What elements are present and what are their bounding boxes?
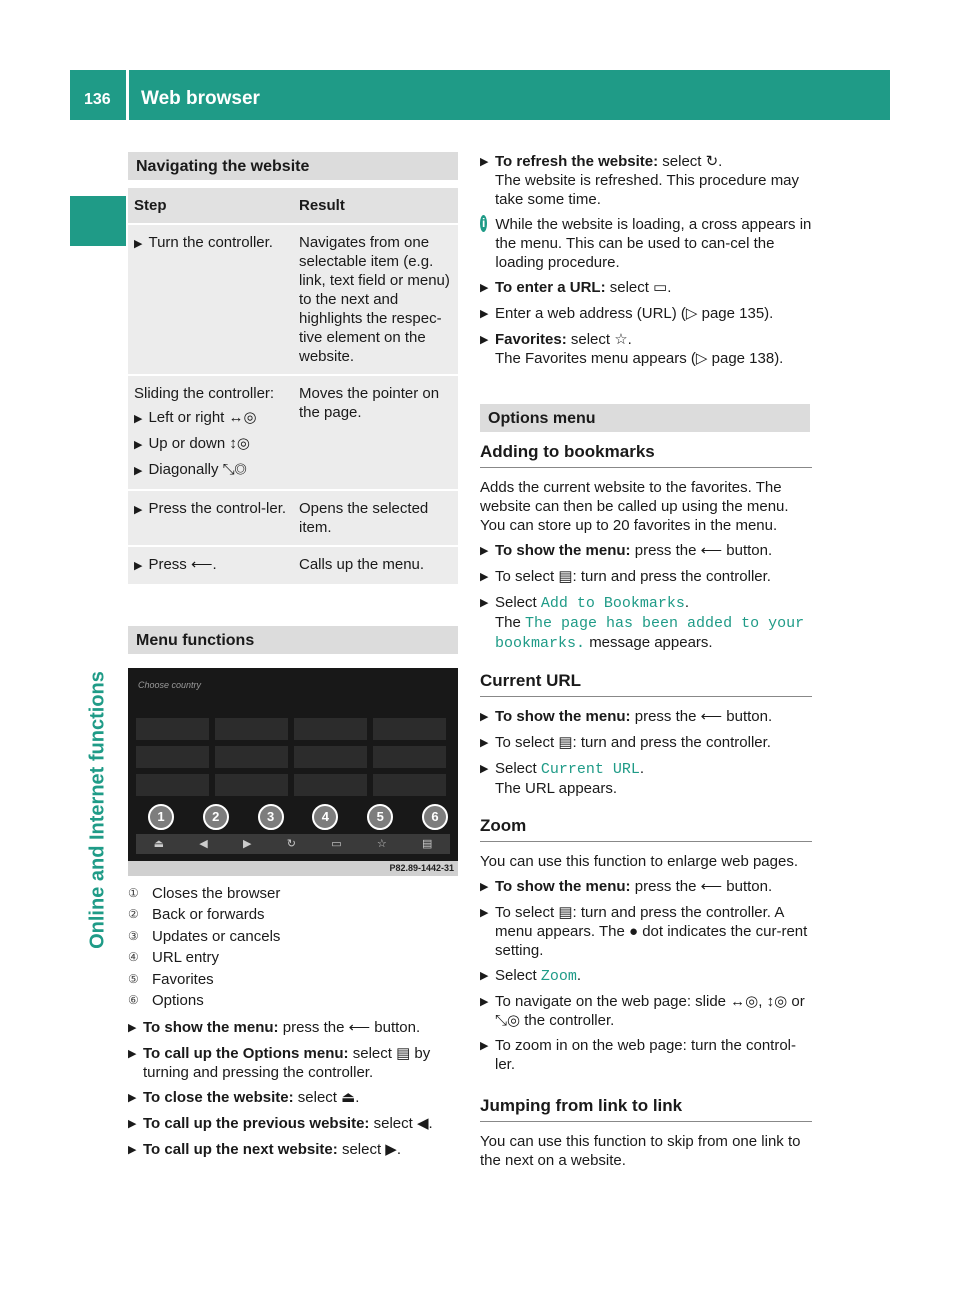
table-row [128,375,458,490]
list-item [128,948,458,969]
table-cell-step [128,546,293,585]
instruction [128,1114,458,1134]
table-row [128,224,458,375]
screen-cell [373,746,446,768]
step-text: Left or right ↔◎ [148,409,257,426]
back-icon: ◀ [199,837,208,850]
options-icon: ▤ [421,837,433,850]
instruction [480,759,812,798]
callout-3: 3 [258,804,284,830]
instruction-bold: To show the menu: [495,542,631,559]
navigation-table [128,188,458,586]
arrow-icon: ▶ [480,334,489,346]
legend-number: ④ [128,950,139,965]
instruction-bold: To refresh the website: [495,153,659,170]
table-cell-step [128,490,293,546]
legend-list [128,884,458,1012]
arrow-icon: ▶ [134,439,143,451]
arrow-icon: ▶ [480,282,489,294]
paragraph: You can use this function to skip from one link to the next on a website. [480,1133,801,1169]
instruction-text: Select [495,967,537,984]
sub-step [134,408,287,429]
instruction [128,1044,458,1082]
instruction-text: . [576,967,582,984]
callout-6: 6 [422,804,448,830]
instruction [480,330,812,368]
list-item [128,884,458,905]
arrow-icon: ▶ [480,970,489,982]
page-number: 136 [84,91,111,108]
arrow-icon: ▶ [480,737,489,749]
legend-number: ② [128,907,139,922]
step-text: Turn the controller. [148,234,273,251]
legend-text: Closes the browser [152,885,281,902]
screen-cell [215,718,288,740]
instruction [480,304,812,324]
callout-2: 2 [203,804,229,830]
arrow-icon: ▶ [480,597,489,609]
instruction-text: select ▭. [609,279,672,296]
screen-cell [136,746,209,768]
header-divider [126,70,129,120]
instruction-text: Select [495,594,537,611]
instruction-bold: To show the menu: [495,878,631,895]
legend-number: ① [128,886,139,900]
instruction [480,278,812,298]
section-heading-navigating: Navigating the website [128,152,458,180]
instruction [480,593,812,653]
arrow-icon: ▶ [480,308,489,320]
list-item [128,991,458,1012]
screen-cell [215,774,288,796]
legend-text: Options [152,991,204,1009]
arrow-icon: ▶ [128,1022,137,1035]
screen-cell [294,718,367,740]
instruction-text: select ⏏. [297,1089,360,1107]
callout-1: 1 [148,804,174,830]
legend-text: URL entry [152,949,219,967]
instruction-text: To navigate on the web page: slide ↔◎, ↕◎ or ⤡◎ the controller. [495,993,805,1029]
instruction [480,877,812,897]
heading-bookmarks: Adding to bookmarks [480,442,812,468]
callout-5: 5 [367,804,393,830]
arrow-icon: ▶ [480,711,489,723]
arrow-icon: ▶ [128,1048,137,1061]
arrow-icon: ▶ [128,1118,137,1131]
heading-jumping: Jumping from link to link [480,1096,812,1122]
screen-grid [136,718,446,796]
arrow-icon: ▶ [480,571,489,583]
info-text: While the website is loading, a cross appears in the menu. This can be used to can-cel the loading procedure. [495,216,812,271]
instruction [480,903,812,960]
legend-number: ⑥ [128,992,139,1007]
sub-step [134,434,287,455]
instruction-text: select ☆. [570,331,632,348]
instruction-text: To select ▤: turn and press the controller. [495,734,771,751]
right-column [480,152,812,1170]
refresh-icon: ↻ [286,837,296,850]
close-icon: ⏏ [153,837,165,850]
instruction-text: press the ⟵ button. [282,1019,421,1037]
screen-cell [215,746,288,768]
instruction-bold: To close the website: [143,1089,294,1107]
instruction-bold: Favorites: [495,331,567,348]
screen-cell [373,718,446,740]
menu-item-label: Zoom [540,968,577,985]
image-code: P82.89-1442-31 [128,861,458,876]
instruction-text: The [495,614,521,631]
instruction [480,1036,812,1074]
legend-text: Favorites [152,970,214,988]
info-note [480,215,812,272]
table-cell-result: Navigates from one selectable item (e.g. link, text field or menu) to the next and highlights the respec-tive element on the website. [293,224,458,375]
instruction-bold: To show the menu: [495,708,631,725]
left-column [128,152,458,1160]
instruction-text: select ▤ by turning and pressing the controller. [143,1045,431,1082]
arrow-icon: ▶ [134,504,143,516]
step-text: Sliding the controller: [134,385,275,402]
instruction-text: . [684,594,690,611]
instruction-text: To zoom in on the web page: turn the control-ler. [495,1037,797,1073]
arrow-icon: ▶ [128,1144,137,1157]
table-row [128,546,458,585]
instruction-text: . [639,760,645,777]
instruction-bold: To call up the Options menu: [143,1045,349,1063]
arrow-icon: ▶ [480,545,489,557]
instruction [480,567,812,587]
step-text: Up or down ↕◎ [148,435,250,452]
heading-zoom: Zoom [480,816,812,842]
callout-row [148,804,448,830]
column-header-step: Step [128,188,293,224]
step-text: Press ⟵. [148,556,217,573]
message-text: The page has been added to your bookmarks. [495,615,805,652]
arrow-icon: ▶ [134,238,143,250]
instruction [480,541,812,561]
legend-text: Back or forwards [152,906,265,924]
arrow-icon: ▶ [134,413,143,425]
sub-step [134,460,287,481]
table-row [128,490,458,546]
instruction-text: select ◀. [373,1115,433,1133]
instruction [480,707,812,727]
screen-heading: Choose country [138,680,202,690]
table-cell-result: Opens the selected item. [293,490,458,546]
star-icon: ☆ [376,837,387,850]
instruction-text: Enter a web address (URL) (▷ page 135). [495,305,774,322]
heading-current-url: Current URL [480,671,812,697]
instruction [480,966,812,986]
arrow-icon: ▶ [134,465,143,477]
instruction-bold: To call up the next website: [143,1141,338,1159]
table-header-row [128,188,458,224]
instruction-bold: To show the menu: [143,1019,279,1037]
arrow-icon: ▶ [480,996,489,1008]
table-cell-step [128,224,293,375]
legend-number: ⑤ [128,971,139,986]
instruction-text: press the ⟵ button. [634,542,773,559]
section-heading-menu-functions: Menu functions [128,626,458,654]
instruction [480,992,812,1030]
instruction-bold: To enter a URL: [495,279,606,296]
screen-cell [373,774,446,796]
menu-item-label: Add to Bookmarks [540,595,685,612]
table-cell-result: Calls up the menu. [293,546,458,585]
instruction [480,152,812,209]
instruction-text: To select ▤: turn and press the controller. [495,568,771,585]
screen-cell [294,746,367,768]
forward-icon: ▶ [243,837,252,850]
chapter-label: Online and Internet functions [86,671,109,949]
arrow-icon: ▶ [480,763,489,775]
browser-menu-bar [136,834,450,854]
instruction-text: select ▶. [341,1141,401,1159]
list-item [128,905,458,926]
instruction-text: press the ⟵ button. [634,708,773,725]
instruction-bold: To call up the previous website: [143,1115,370,1133]
page-title: Web browser [141,88,260,109]
instruction-text: Select [495,760,537,777]
instruction-text: To select ▤: turn and press the controller. A menu appears. The ● dot indicates the cur-rent setting. [495,904,808,959]
instruction-text: press the ⟵ button. [634,878,773,895]
legend-text: Updates or cancels [152,927,281,945]
instruction-note: The website is refreshed. This procedure may take some time. [495,172,800,208]
paragraph: Adds the current website to the favorites. The website can then be called up using the menu. You can store up to 20 favorites in the menu. [480,479,789,534]
table-cell-step [128,375,293,490]
list-item [128,970,458,991]
step-text: Diagonally ⤡◎ [148,461,247,478]
menu-item-label: Current URL [540,761,640,778]
arrow-icon: ▶ [480,1040,489,1052]
arrow-icon: ▶ [480,156,489,168]
section-heading-options-menu: Options menu [480,404,810,432]
url-icon: ▭ [331,837,342,850]
screen-cell [136,774,209,796]
instruction-text: message appears. [589,634,713,651]
instruction [128,1018,458,1038]
table-cell-result: Moves the pointer on the page. [293,375,458,490]
browser-screenshot [128,668,458,876]
screen-cell [136,718,209,740]
chapter-tab [70,196,126,246]
arrow-icon: ▶ [128,1092,137,1105]
info-icon: i [480,215,487,232]
instruction [128,1088,458,1108]
callout-4: 4 [312,804,338,830]
instruction-note: The URL appears. [495,780,618,797]
arrow-icon: ▶ [480,881,489,893]
column-header-result: Result [293,188,458,224]
instruction-text: select ↻. [662,153,723,170]
arrow-icon: ▶ [480,907,489,919]
instruction-note: The Favorites menu appears (▷ page 138). [495,350,784,367]
list-item [128,927,458,948]
arrow-icon: ▶ [134,560,143,572]
paragraph: You can use this function to enlarge web pages. [480,853,799,870]
step-text: Press the control-ler. [148,500,287,517]
legend-number: ③ [128,928,139,943]
screen-cell [294,774,367,796]
instruction [480,733,812,753]
instruction [128,1140,458,1160]
